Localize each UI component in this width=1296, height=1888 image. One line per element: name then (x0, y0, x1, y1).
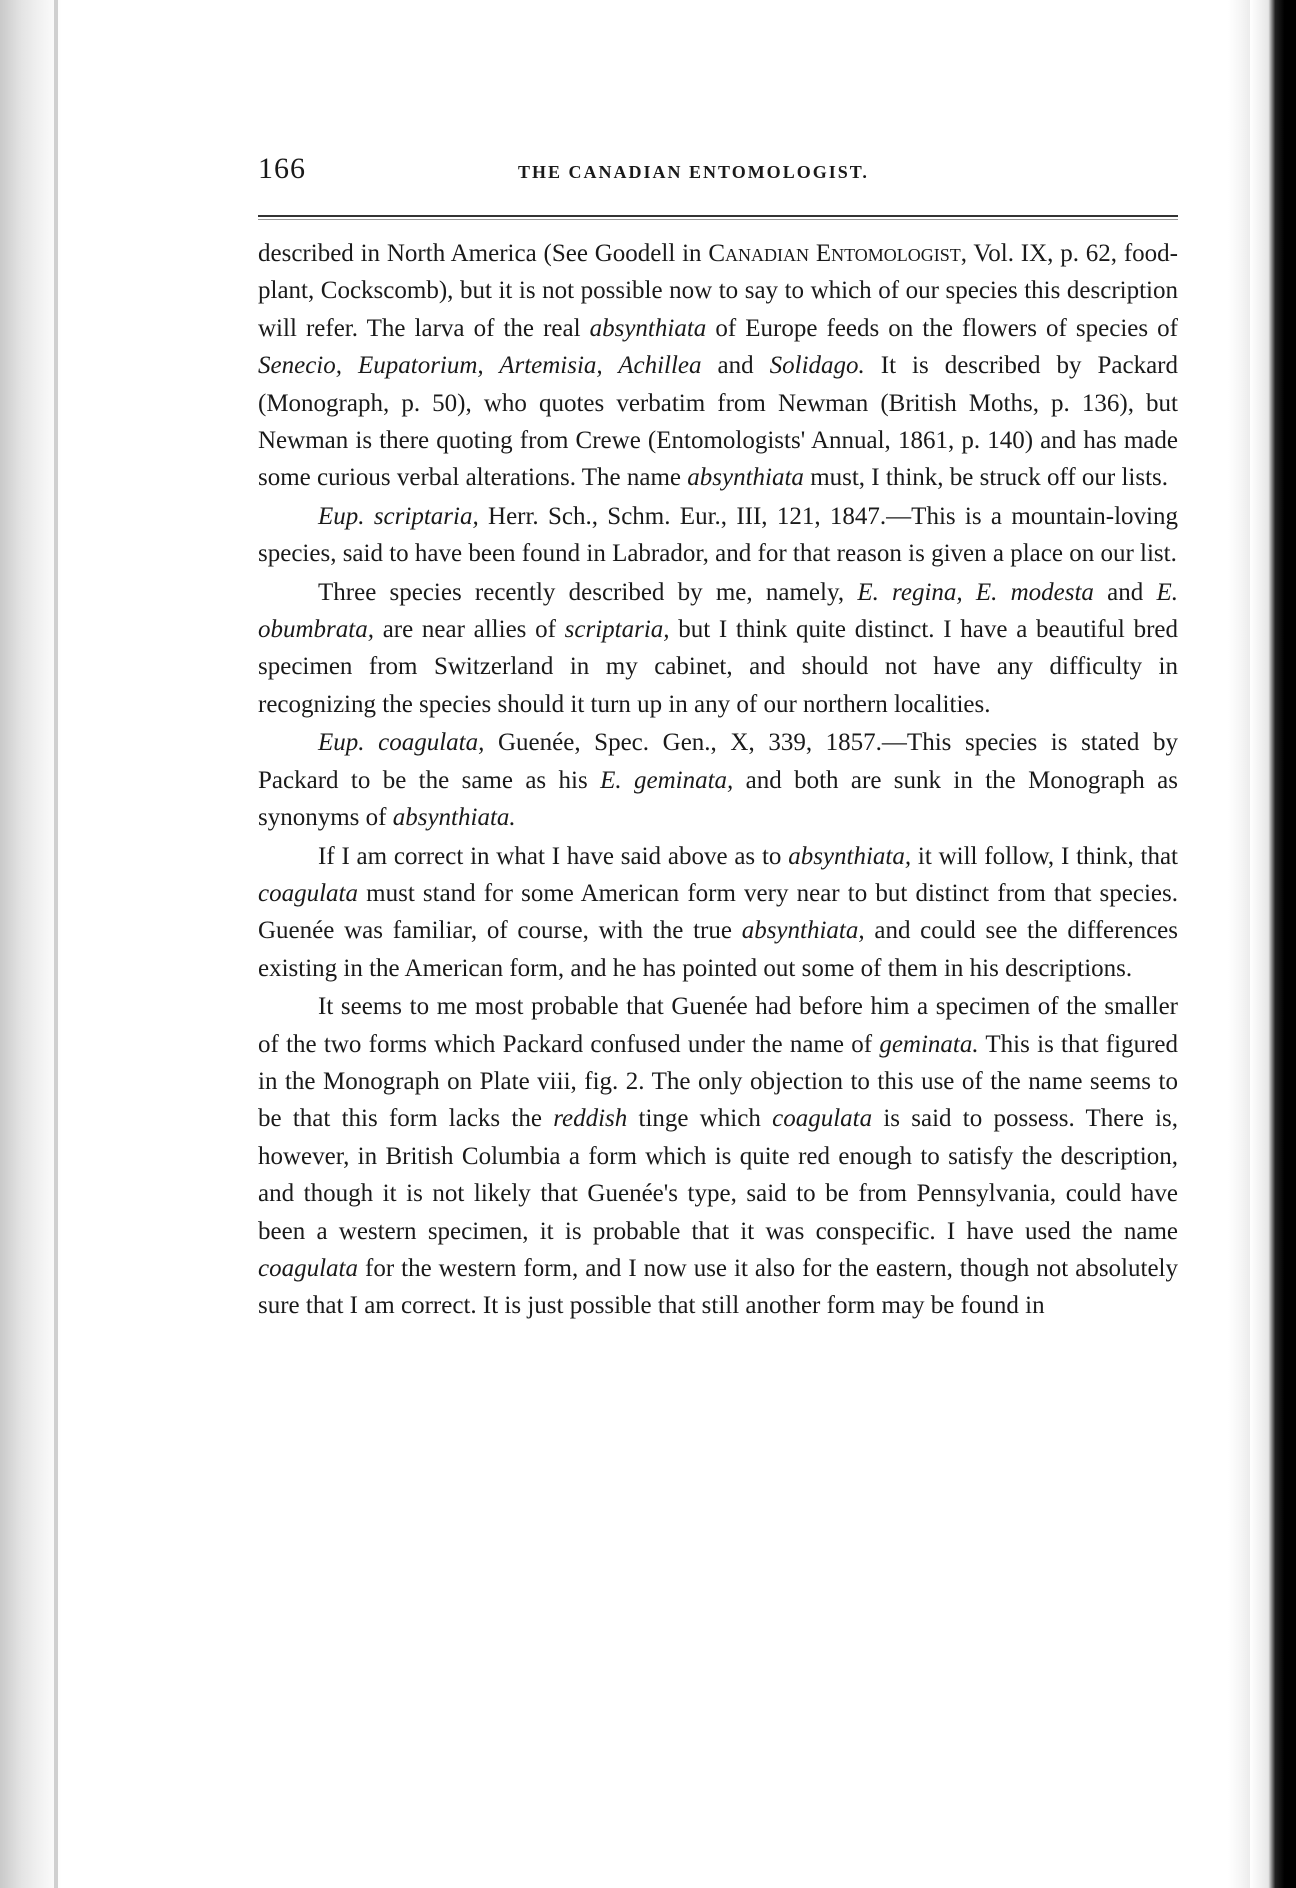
text-run: but I think quite distinct. I have a beautiful bred specimen from Switzerland in my cabinet, and should not have any difficulty in recognizing the species should it turn up in any of our northern localities. (258, 616, 1178, 718)
text-run: must, I think, be struck off our lists. (803, 464, 1169, 492)
text-run: , Vol. IX, p. 62, food-plant, Cockscomb), but it is not possible now to say to which of our species this description will refer. The larva of the real (258, 240, 1178, 342)
italic-text: absynthiata. (392, 804, 516, 832)
small-caps-text: Canadian Entomologist (708, 240, 961, 267)
text-run: tinge which (627, 1105, 773, 1133)
text-run: and both are sunk in the Monograph as synonyms of (258, 766, 1178, 832)
italic-text: coagulata (258, 1254, 358, 1282)
paragraph (258, 235, 1178, 497)
text-run: and could see the differences existing in the American form, and he has pointed out some of them in his descriptions. (258, 917, 1178, 982)
header-rule (258, 215, 1178, 217)
italic-text: Senecio, Eupatorium, Artemisia, Achillea (258, 352, 702, 380)
page-number: 166 (258, 152, 306, 185)
paragraph (258, 988, 1178, 1325)
text-run: are near allies of (373, 616, 565, 644)
text-run: If I am correct in what I have said above as to (318, 842, 789, 870)
italic-text: scriptaria, (564, 616, 670, 644)
binding-line (54, 0, 58, 1888)
text-run: Three species recently described by me, namely, (318, 578, 858, 606)
page-right-edge-fade (1228, 0, 1250, 1888)
text-run: Guenée, Spec. Gen., X, 339, 1857.—This species is stated by Packard to be the same as his (258, 729, 1178, 794)
italic-text: Eup. scriptaria, (318, 502, 479, 530)
text-run: is said to possess. There is, however, in British Columbia a form which is quite red enough to satisfy the description, and though it is not likely that Guenée's type, said to be from Pennsylvania, could have been a western specimen, it is probable that it was conspecific. I have used the name (258, 1105, 1178, 1245)
running-title: THE CANADIAN ENTOMOLOGIST. (518, 162, 869, 182)
italic-text: absynthiata (589, 314, 707, 342)
page-right-edge-shadow (1250, 0, 1296, 1888)
italic-text: E. regina, E. modesta (857, 578, 1094, 606)
paragraph (258, 574, 1178, 724)
text-run: It is described by Packard (Monograph, p. 50), who quotes verbatim from Newman (British Moths, p. 136), but Newman is there quoting from Crewe (Entomologists' Annual, 1861, p. 140) and has made some curious verbal alterations. The name (258, 352, 1178, 492)
italic-text: geminata. (879, 1030, 979, 1058)
italic-text: Solidago. (769, 352, 865, 380)
text-run: and (1093, 578, 1157, 606)
italic-text: coagulata (772, 1105, 873, 1133)
italic-text: absynthiata (687, 464, 804, 492)
italic-text: E. obumbrata, (258, 578, 1178, 644)
page-header (258, 152, 1178, 192)
italic-text: absynthiata, (741, 917, 865, 945)
paragraph (258, 838, 1178, 988)
text-run: for the western form, and I now use it also for the eastern, though not absolutely sure that I am correct. It is just possible that still another form may be found in (258, 1254, 1178, 1320)
body-text (258, 235, 1178, 1325)
text-run: of Europe feeds on the flowers of species of (706, 314, 1179, 342)
paragraph (258, 498, 1178, 573)
italic-text: E. geminata, (600, 766, 734, 794)
text-run: It seems to me most probable that Guenée had before him a specimen of the smaller of the two forms which Packard confused under the name of (258, 993, 1178, 1058)
paragraph (258, 724, 1178, 836)
text-run: Herr. Sch., Schm. Eur., III, 121, 1847.—This is a mountain-loving species, said to have been found in Labrador, and for that reason is given a place on our list. (258, 502, 1178, 568)
italic-text: coagulata (258, 879, 358, 907)
italic-text: reddish (553, 1105, 628, 1133)
italic-text: absynthiata, (788, 842, 912, 870)
text-run: must stand for some American form very near to but distinct from that species. Guenée was familiar, of course, with the true (258, 879, 1178, 945)
header-rule-thin (258, 219, 1178, 220)
text-run: described in North America (See Goodell in (258, 240, 709, 267)
text-run: and (701, 352, 770, 380)
text-run: it will follow, I think, that (911, 842, 1178, 870)
text-run: This is that figured in the Monograph on Plate viii, fig. 2. The only objection to this use of the name seems to be that this form lacks the (258, 1030, 1178, 1133)
italic-text: Eup. coagulata, (318, 729, 485, 757)
page-left-edge-shadow (0, 0, 62, 1888)
